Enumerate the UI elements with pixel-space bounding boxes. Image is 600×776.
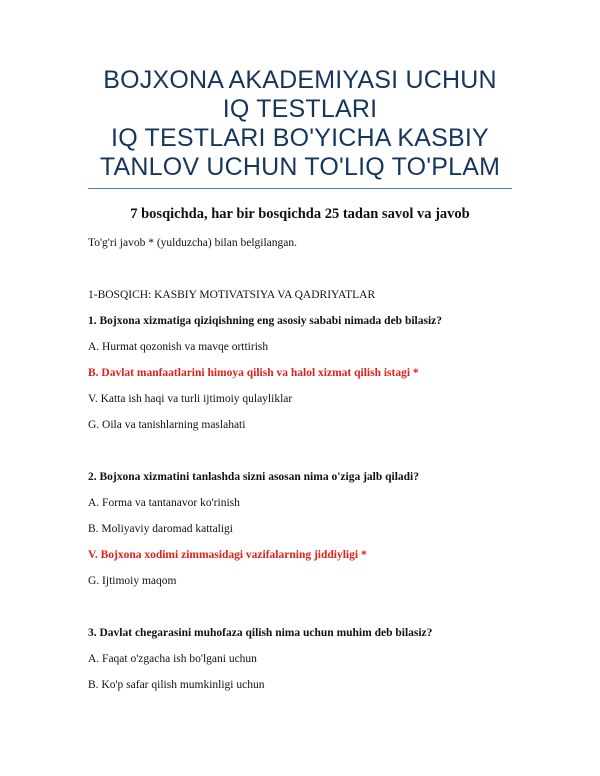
correct-answer-option: V. Bojxona xodimi zimmasidagi vazifalarning jiddiyligi * [88,549,367,561]
title-line: BOJXONA AKADEMIYASI UCHUN [103,66,497,94]
answer-option: G. Oila va tanishlarning maslahati [88,419,246,431]
answer-option: G. Ijtimoiy maqom [88,575,177,587]
question-text: 1. Bojxona xizmatiga qiziqishning eng asosiy sababi nimada deb bilasiz? [88,315,443,327]
question-block [88,470,512,588]
question-text: 3. Davlat chegarasini muhofaza qilish nima uchun muhim deb bilasiz? [88,627,433,639]
question-block [88,626,512,692]
answer-option: B. Moliyaviy daromad kattaligi [88,523,234,535]
title-line: IQ TESTLARI BO'YICHA KASBIY [111,124,489,152]
question-block [88,314,512,432]
answer-key-note: To'g'ri javob * (yulduzcha) bilan belgilangan. [88,237,297,249]
document-title [88,66,512,182]
title-divider [88,188,512,189]
answer-option: A. Faqat o'zgacha ish bo'lgani uchun [88,653,257,665]
section-heading: 1-BOSQICH: KASBIY MOTIVATSIYA VA QADRIYATLAR [88,289,376,301]
title-line: TANLOV UCHUN TO'LIQ TO'PLAM [99,153,501,181]
question-list [88,314,512,692]
answer-option: B. Ko'p safar qilish mumkinligi uchun [88,679,265,691]
question-text: 2. Bojxona xizmatini tanlashda sizni asosan nima o'ziga jalb qiladi? [88,471,420,483]
answer-option: A. Forma va tantanavor ko'rinish [88,497,240,509]
answer-option: A. Hurmat qozonish va mavqe orttirish [88,341,269,353]
answer-option: V. Katta ish haqi va turli ijtimoiy qulayliklar [88,393,293,405]
correct-answer-option: B. Davlat manfaatlarini himoya qilish va halol xizmat qilish istagi * [88,367,419,379]
document-subtitle: 7 bosqichda, har bir bosqichda 25 tadan savol va javob [130,206,470,222]
title-line: IQ TESTLARI [222,95,378,123]
